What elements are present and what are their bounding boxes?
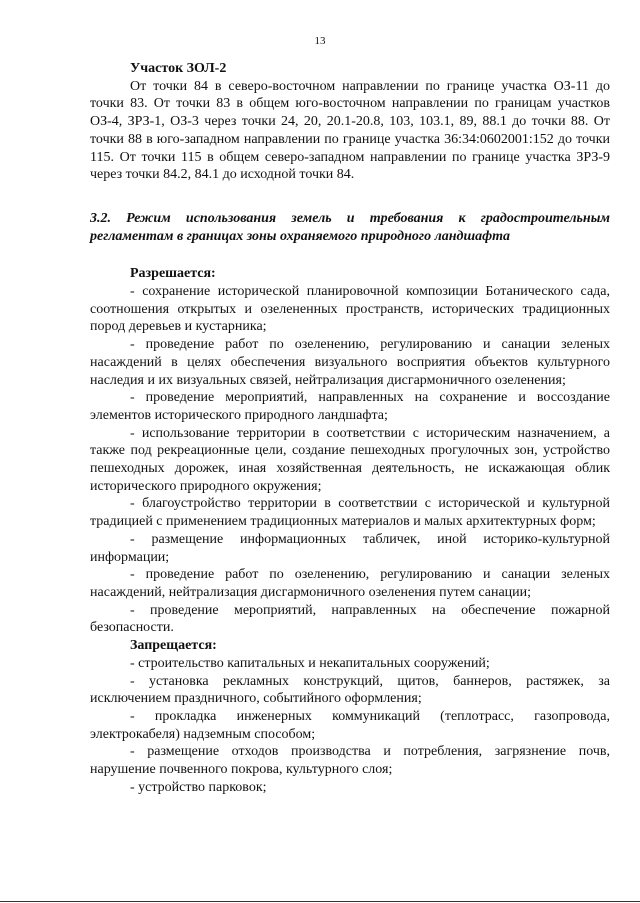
- page-bottom-rule: [0, 901, 640, 902]
- spacer: [90, 245, 610, 265]
- allowed-item: - проведение работ по озеленению, регулированию и санации зеленых насаждений, нейтрализация дисгармоничного озеленения путем санации;: [90, 567, 610, 600]
- allowed-item: - проведение мероприятий, направленных на сохранение и воссоздание элементов исторического природного ландшафта;: [90, 390, 610, 423]
- allowed-item: - благоустройство территории в соответствии с исторической и культурной традицией с применением традиционных материалов и малых архитектурных форм;: [90, 496, 610, 530]
- forbidden-heading: Запрещается:: [130, 638, 217, 654]
- forbidden-item: - размещение отходов производства и потребления, загрязнение почв, нарушение почвенного покрова, культурного слоя;: [90, 744, 610, 778]
- allowed-item: - сохранение исторической планировочной композиции Ботанического сада, соотношения открытых и озелененных пространств, исторических традиционных пород деревьев и кустарника;: [90, 284, 610, 335]
- allowed-heading: Разрешается:: [130, 266, 216, 282]
- document-body: [90, 60, 610, 796]
- page-number: 13: [314, 35, 326, 47]
- plot-heading: Участок ЗОЛ-2: [130, 61, 227, 76]
- allowed-item: - проведение работ по озеленению, регулированию и санации зеленых насаждений в целях обеспечения визуального восприятия объектов культурного наследия и их визуальных связей, нейтрализация дисгармоничного озеленения;: [90, 337, 610, 388]
- spacer: [90, 184, 610, 210]
- plot-description: От точки 84 в северо-восточном направлении по границе участка ОЗ-11 до точки 83. От точки 83 в общем юго-восточном направлении по границам участков ОЗ-4, ЗРЗ-1, ОЗ-3 через точки 24, 20, 20.1-20.8, 103, 103.1, 89, 88.1 до точки 88. От точки 88 в юго-западном направлении по границе участка 36:34:0602001:152 до точки 115. От точки 115 в общем северо-западном направлении по границе участка ЗРЗ-9 через точки 84.2, 84.1 до исходной точки 84.: [90, 78, 610, 183]
- allowed-item: - проведение мероприятий, направленных на обеспечение пожарной безопасности.: [90, 602, 610, 636]
- forbidden-item: - установка рекламных конструкций, щитов, баннеров, растяжек, за исключением праздничного, событийного оформления;: [90, 673, 610, 707]
- allowed-item: - размещение информационных табличек, иной историко-культурной информации;: [90, 531, 610, 565]
- forbidden-item: - строительство капитальных и некапитальных сооружений;: [130, 655, 490, 671]
- allowed-item: - использование территории в соответствии с историческим назначением, а также под рекреационные цели, создание пешеходных прогулочных зон, устройство пешеходных дорожек, иная хозяйственная деятельность, не искажающая облик исторического природного окружения;: [90, 425, 610, 494]
- forbidden-item: - устройство парковок;: [130, 779, 267, 795]
- forbidden-item: - прокладка инженерных коммуникаций (теплотрасс, газопровода, электрокабеля) надземным способом;: [90, 708, 610, 742]
- section-title: 3.2. Режим использования земель и требования к градостроительным регламентам в границах зоны охраняемого природного ландшафта: [90, 210, 610, 244]
